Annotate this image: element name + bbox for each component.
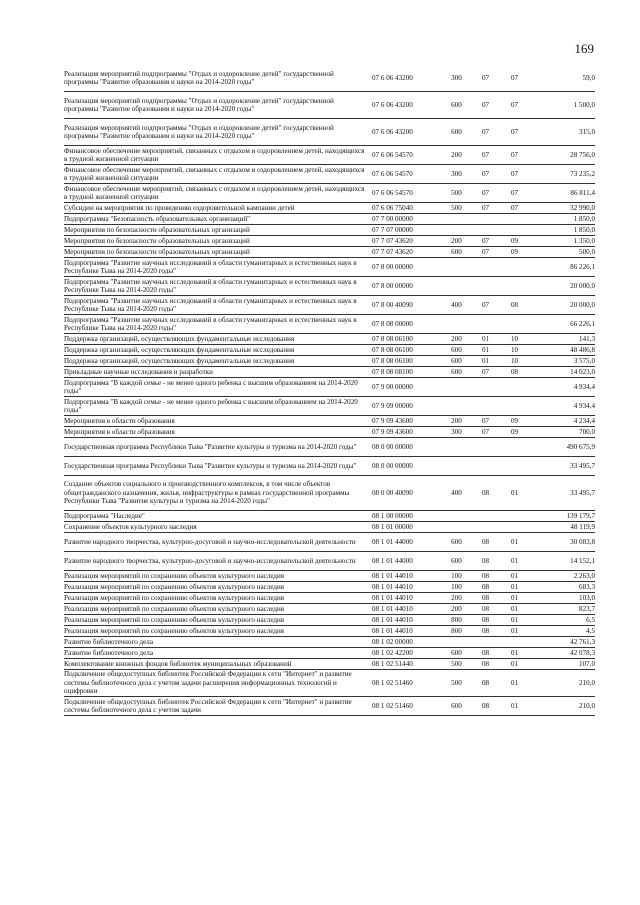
row-vr: 600 (442, 345, 471, 356)
row-code: 07 6 06 43200 (372, 92, 442, 119)
row-vr: 200 (442, 604, 471, 615)
row-name: Мероприятия в области образования (64, 427, 372, 438)
table-row (64, 119, 595, 146)
row-vr: 500 (442, 670, 471, 697)
row-code: 08 1 01 44010 (372, 593, 442, 604)
table-row (64, 277, 595, 296)
row-pr: 07 (500, 184, 529, 203)
row-vr: 300 (442, 427, 471, 438)
table-row (64, 334, 595, 345)
row-pr (500, 315, 529, 334)
table-row (64, 457, 595, 476)
table-row (64, 378, 595, 397)
row-vr (442, 315, 471, 334)
row-vr (442, 438, 471, 457)
row-rz (471, 277, 500, 296)
row-amount: 490 675,9 (529, 438, 595, 457)
row-name: Государственная программа Республики Тыва "Развитие культуры и туризма на 2014-2020 годы" (64, 457, 372, 476)
row-amount: 73 235,2 (529, 165, 595, 184)
row-name: Подпрограмма "В каждой семье - не менее одного ребенка с высшим образованием на 2014-2020 годы" (64, 397, 372, 416)
row-rz (471, 457, 500, 476)
row-amount: 20 000,0 (529, 277, 595, 296)
row-rz (471, 438, 500, 457)
row-name: Развитие библиотечного дела (64, 648, 372, 659)
row-code: 08 1 01 44010 (372, 582, 442, 593)
row-code: 07 6 06 43200 (372, 119, 442, 146)
row-rz: 08 (471, 604, 500, 615)
row-vr: 600 (442, 247, 471, 258)
row-amount: 823,7 (529, 604, 595, 615)
row-rz (471, 637, 500, 648)
row-name: Мероприятия в области образования (64, 416, 372, 427)
row-pr (500, 637, 529, 648)
row-name: Сохранение объектов культурного наследия (64, 522, 372, 533)
row-pr: 01 (500, 697, 529, 716)
table-row (64, 637, 595, 648)
row-rz: 07 (471, 236, 500, 247)
row-rz: 07 (471, 367, 500, 378)
row-pr: 09 (500, 427, 529, 438)
row-name: Развитие народного творчества, культурно-досуговой и научно-исследовательской деятельности (64, 552, 372, 571)
row-code: 07 7 00 00000 (372, 214, 442, 225)
row-rz: 07 (471, 119, 500, 146)
row-code: 07 9 09 43600 (372, 416, 442, 427)
table-row (64, 416, 595, 427)
row-amount: 4,5 (529, 626, 595, 637)
row-code: 08 1 02 51440 (372, 659, 442, 670)
row-name: Финансовое обеспечение мероприятий, связанных с отдыхом и оздоровлением детей, находящихся в трудной жизненной ситуации (64, 165, 372, 184)
row-pr: 09 (500, 236, 529, 247)
row-code: 07 8 00 00000 (372, 277, 442, 296)
row-name: Реализация мероприятий по сохранению объектов культурного наследия (64, 582, 372, 593)
table-row (64, 367, 595, 378)
row-pr: 01 (500, 533, 529, 552)
row-pr (500, 258, 529, 277)
row-pr: 07 (500, 65, 529, 92)
row-amount: 42 761,3 (529, 637, 595, 648)
row-rz: 07 (471, 296, 500, 315)
table-row (64, 397, 595, 416)
row-amount: 4 934,4 (529, 378, 595, 397)
table-row (64, 165, 595, 184)
row-name: Подпрограмма "Развитие научных исследований в области гуманитарных и естественных наук в Республике Тыва на 2014-2020 годы" (64, 258, 372, 277)
row-code: 07 7 07 43620 (372, 247, 442, 258)
row-amount: 107,0 (529, 659, 595, 670)
table-row (64, 345, 595, 356)
row-vr (442, 511, 471, 522)
row-pr: 07 (500, 146, 529, 165)
row-name: Финансовое обеспечение мероприятий, связанных с отдыхом и оздоровлением детей, находящихся в трудной жизненной ситуации (64, 184, 372, 203)
row-amount: 4 234,4 (529, 416, 595, 427)
row-amount: 66 226,1 (529, 315, 595, 334)
row-name: Поддержка организаций, осуществляющих фундаментальные исследования (64, 334, 372, 345)
row-rz: 07 (471, 184, 500, 203)
row-code: 07 6 06 54570 (372, 184, 442, 203)
row-vr (442, 378, 471, 397)
row-pr (500, 214, 529, 225)
row-code: 07 9 00 00000 (372, 378, 442, 397)
row-rz: 08 (471, 476, 500, 511)
row-rz: 07 (471, 427, 500, 438)
table-row (64, 203, 595, 214)
row-code: 08 0 00 00000 (372, 438, 442, 457)
row-amount: 1 500,0 (529, 92, 595, 119)
row-amount: 32 990,0 (529, 203, 595, 214)
row-code: 07 6 06 54570 (372, 146, 442, 165)
table-row (64, 236, 595, 247)
row-name: Субсидии на мероприятия по проведению оздоровительной кампании детей (64, 203, 372, 214)
row-code: 08 1 01 44010 (372, 626, 442, 637)
row-name: Реализация мероприятий по сохранению объектов культурного наследия (64, 593, 372, 604)
table-row (64, 626, 595, 637)
row-rz: 07 (471, 203, 500, 214)
row-vr: 500 (442, 659, 471, 670)
row-rz: 07 (471, 146, 500, 165)
row-vr (442, 637, 471, 648)
row-pr: 07 (500, 92, 529, 119)
row-vr: 100 (442, 582, 471, 593)
table-row (64, 225, 595, 236)
row-vr: 100 (442, 571, 471, 582)
row-amount: 500,0 (529, 247, 595, 258)
row-vr: 200 (442, 236, 471, 247)
row-pr: 07 (500, 203, 529, 214)
row-pr: 01 (500, 582, 529, 593)
row-vr (442, 277, 471, 296)
row-vr: 300 (442, 165, 471, 184)
row-amount: 315,0 (529, 119, 595, 146)
row-pr: 07 (500, 165, 529, 184)
row-rz (471, 258, 500, 277)
row-vr: 400 (442, 476, 471, 511)
row-name: Развитие народного творчества, культурно-досуговой и научно-исследовательской деятельности (64, 533, 372, 552)
row-pr: 01 (500, 648, 529, 659)
row-name: Создание объектов социального и производственного комплексов, в том числе объектов общегражданского назначения, жилья, инфраструктуры в рамках государственной программы Республики Тыва "Развитие культуры и туризма на 2014-2020 годы" (64, 476, 372, 511)
row-code: 07 8 08 06100 (372, 356, 442, 367)
row-name: Мероприятия по безопасности образовательных организаций (64, 225, 372, 236)
row-rz: 08 (471, 582, 500, 593)
row-name: Мероприятия по безопасности образовательных организаций (64, 236, 372, 247)
row-rz (471, 378, 500, 397)
table-row (64, 552, 595, 571)
row-pr (500, 277, 529, 296)
row-code: 08 1 01 44000 (372, 533, 442, 552)
table-body (64, 65, 595, 716)
row-rz: 08 (471, 533, 500, 552)
row-rz: 08 (471, 648, 500, 659)
row-vr: 300 (442, 65, 471, 92)
row-rz: 07 (471, 416, 500, 427)
row-amount: 20 000,0 (529, 296, 595, 315)
table-row (64, 184, 595, 203)
table-row (64, 146, 595, 165)
row-pr: 01 (500, 626, 529, 637)
row-name: Подпрограмма "В каждой семье - не менее одного ребенка с высшим образованием на 2014-2020 годы" (64, 378, 372, 397)
row-amount: 139 179,7 (529, 511, 595, 522)
table-row (64, 604, 595, 615)
row-name: Реализация мероприятий по сохранению объектов культурного наследия (64, 615, 372, 626)
row-vr: 800 (442, 615, 471, 626)
row-code: 07 8 08 00000 (372, 315, 442, 334)
row-name: Комплектование книжных фондов библиотек муниципальных образований (64, 659, 372, 670)
row-vr: 200 (442, 593, 471, 604)
row-amount: 700,0 (529, 427, 595, 438)
row-pr (500, 511, 529, 522)
table-row (64, 593, 595, 604)
row-pr: 08 (500, 367, 529, 378)
row-vr: 600 (442, 533, 471, 552)
row-name: Подпрограмма "Наследие" (64, 511, 372, 522)
row-name: Подпрограмма "Безопасность образовательных организаций" (64, 214, 372, 225)
row-amount: 2 263,0 (529, 571, 595, 582)
row-amount: 6,5 (529, 615, 595, 626)
row-amount: 86 226,1 (529, 258, 595, 277)
row-rz: 08 (471, 615, 500, 626)
row-amount: 1 850,0 (529, 214, 595, 225)
row-name: Подпрограмма "Развитие научных исследований в области гуманитарных и естественных наук в Республике Тыва на 2014-2020 годы" (64, 277, 372, 296)
row-name: Реализация мероприятий подпрограммы "Отдых и оздоровление детей" государственной программы "Развитие образования и науки на 2014-2020 годы" (64, 92, 372, 119)
table-row (64, 438, 595, 457)
row-pr (500, 397, 529, 416)
table-row (64, 659, 595, 670)
row-vr: 600 (442, 119, 471, 146)
row-amount: 28 756,0 (529, 146, 595, 165)
row-vr: 600 (442, 356, 471, 367)
row-code: 07 7 07 00000 (372, 225, 442, 236)
row-rz (471, 315, 500, 334)
row-vr: 600 (442, 367, 471, 378)
row-pr (500, 457, 529, 476)
row-rz (471, 522, 500, 533)
row-vr: 200 (442, 146, 471, 165)
row-vr: 600 (442, 648, 471, 659)
row-vr (442, 258, 471, 277)
row-code: 07 6 06 43200 (372, 65, 442, 92)
row-name: Прикладные научные исследования и разработки (64, 367, 372, 378)
row-amount: 210,0 (529, 697, 595, 716)
row-rz: 01 (471, 345, 500, 356)
row-code: 08 1 02 42200 (372, 648, 442, 659)
row-amount: 3 575,0 (529, 356, 595, 367)
table-row (64, 258, 595, 277)
row-rz: 08 (471, 626, 500, 637)
table-row (64, 615, 595, 626)
row-amount: 683,3 (529, 582, 595, 593)
row-code: 07 6 06 54570 (372, 165, 442, 184)
row-pr: 01 (500, 604, 529, 615)
table-row (64, 247, 595, 258)
row-vr (442, 214, 471, 225)
row-name: Подключение общедоступных библиотек Российской Федерации к сети "Интернет" и развитие системы библиотечного дела с учетом задачи расширения информационных технологий и оцифровки (64, 670, 372, 697)
row-pr: 10 (500, 345, 529, 356)
row-name: Поддержка организаций, осуществляющих фундаментальные исследования (64, 345, 372, 356)
row-name: Реализация мероприятий по сохранению объектов культурного наследия (64, 626, 372, 637)
row-pr: 01 (500, 593, 529, 604)
table-row (64, 315, 595, 334)
row-vr: 200 (442, 416, 471, 427)
row-vr: 600 (442, 552, 471, 571)
row-code: 08 1 02 00000 (372, 637, 442, 648)
row-rz: 07 (471, 92, 500, 119)
row-amount: 1 850,0 (529, 225, 595, 236)
row-code: 07 8 00 00000 (372, 258, 442, 277)
row-vr: 600 (442, 697, 471, 716)
row-code: 07 8 00 40090 (372, 296, 442, 315)
row-rz: 07 (471, 65, 500, 92)
row-pr (500, 438, 529, 457)
row-name: Подпрограмма "Развитие научных исследований в области гуманитарных и естественных наук в Республике Тыва на 2014-2020 годы" (64, 315, 372, 334)
row-pr: 07 (500, 119, 529, 146)
row-code: 08 1 00 00000 (372, 511, 442, 522)
row-code: 08 1 02 51460 (372, 697, 442, 716)
table-row (64, 697, 595, 716)
row-vr (442, 522, 471, 533)
row-amount: 4 934,4 (529, 397, 595, 416)
row-amount: 14 152,1 (529, 552, 595, 571)
table-row (64, 356, 595, 367)
row-pr: 10 (500, 334, 529, 345)
row-vr: 600 (442, 92, 471, 119)
row-pr: 09 (500, 416, 529, 427)
row-name: Реализация мероприятий по сохранению объектов культурного наследия (64, 571, 372, 582)
row-code: 08 1 01 00000 (372, 522, 442, 533)
table-row (64, 522, 595, 533)
row-name: Поддержка организаций, осуществляющих фундаментальные исследования (64, 356, 372, 367)
table-row (64, 92, 595, 119)
row-name: Подпрограмма "Развитие научных исследований в области гуманитарных и естественных наук в Республике Тыва на 2014-2020 годы" (64, 296, 372, 315)
row-amount: 86 811,4 (529, 184, 595, 203)
row-code: 08 1 01 44000 (372, 552, 442, 571)
row-amount: 42 078,3 (529, 648, 595, 659)
table-row (64, 476, 595, 511)
row-code: 07 9 09 00000 (372, 397, 442, 416)
row-pr: 01 (500, 615, 529, 626)
row-vr (442, 457, 471, 476)
row-amount: 48 119,9 (529, 522, 595, 533)
row-amount: 30 083,8 (529, 533, 595, 552)
row-code: 08 1 02 51460 (372, 670, 442, 697)
table-row (64, 648, 595, 659)
row-name: Развитие библиотечного дела (64, 637, 372, 648)
row-code: 07 8 08 06100 (372, 345, 442, 356)
row-pr: 08 (500, 296, 529, 315)
row-vr: 200 (442, 334, 471, 345)
row-name: Реализация мероприятий подпрограммы "Отдых и оздоровление детей" государственной программы "Развитие образования и науки на 2014-2020 годы" (64, 119, 372, 146)
row-code: 07 9 09 43600 (372, 427, 442, 438)
row-pr: 10 (500, 356, 529, 367)
row-rz: 07 (471, 247, 500, 258)
row-pr: 01 (500, 476, 529, 511)
row-vr: 500 (442, 203, 471, 214)
row-amount: 33 495,7 (529, 457, 595, 476)
row-code: 08 0 00 40090 (372, 476, 442, 511)
row-code: 08 1 01 44010 (372, 604, 442, 615)
row-rz (471, 397, 500, 416)
row-vr: 400 (442, 296, 471, 315)
row-rz (471, 511, 500, 522)
row-rz (471, 214, 500, 225)
row-code: 08 0 00 00000 (372, 457, 442, 476)
row-code: 07 8 08 08100 (372, 367, 442, 378)
row-name: Государственная программа Республики Тыва "Развитие культуры и туризма на 2014-2020 годы" (64, 438, 372, 457)
row-vr (442, 397, 471, 416)
row-amount: 48 486,8 (529, 345, 595, 356)
table-row (64, 670, 595, 697)
row-rz (471, 225, 500, 236)
row-rz: 08 (471, 697, 500, 716)
table-row (64, 296, 595, 315)
row-pr: 01 (500, 659, 529, 670)
row-rz: 07 (471, 165, 500, 184)
row-pr: 01 (500, 552, 529, 571)
budget-table (64, 65, 595, 716)
table-row (64, 533, 595, 552)
row-code: 07 8 08 06100 (372, 334, 442, 345)
row-amount: 141,3 (529, 334, 595, 345)
table-row (64, 427, 595, 438)
table-row (64, 582, 595, 593)
table-row (64, 571, 595, 582)
row-amount: 14 023,0 (529, 367, 595, 378)
row-amount: 210,0 (529, 670, 595, 697)
row-pr: 01 (500, 670, 529, 697)
row-pr: 01 (500, 571, 529, 582)
row-amount: 103,0 (529, 593, 595, 604)
row-code: 08 1 01 44010 (372, 615, 442, 626)
row-rz: 01 (471, 356, 500, 367)
row-pr (500, 378, 529, 397)
page-number: 169 (574, 41, 594, 56)
row-rz: 08 (471, 593, 500, 604)
row-code: 07 7 07 43620 (372, 236, 442, 247)
row-pr (500, 225, 529, 236)
row-rz: 01 (471, 334, 500, 345)
row-rz: 08 (471, 670, 500, 697)
row-amount: 33 495,7 (529, 476, 595, 511)
row-name: Реализация мероприятий по сохранению объектов культурного наследия (64, 604, 372, 615)
row-rz: 08 (471, 552, 500, 571)
row-vr: 500 (442, 184, 471, 203)
row-name: Реализация мероприятий подпрограммы "Отдых и оздоровление детей" государственной программы "Развитие образования и науки на 2014-2020 годы" (64, 65, 372, 92)
row-rz: 08 (471, 659, 500, 670)
row-amount: 1 350,0 (529, 236, 595, 247)
row-name: Мероприятия по безопасности образовательных организаций (64, 247, 372, 258)
row-rz: 08 (471, 571, 500, 582)
table-row (64, 511, 595, 522)
table-row (64, 214, 595, 225)
row-pr: 09 (500, 247, 529, 258)
row-code: 08 1 01 44010 (372, 571, 442, 582)
row-vr: 800 (442, 626, 471, 637)
row-amount: 59,0 (529, 65, 595, 92)
row-code: 07 6 06 75040 (372, 203, 442, 214)
row-vr (442, 225, 471, 236)
row-name: Подключение общедоступных библиотек Российской Федерации к сети "Интернет" и развитие системы библиотечного дела с учетом задачи (64, 697, 372, 716)
row-pr (500, 522, 529, 533)
table-row (64, 65, 595, 92)
row-name: Финансовое обеспечение мероприятий, связанных с отдыхом и оздоровлением детей, находящихся в трудной жизненной ситуации (64, 146, 372, 165)
